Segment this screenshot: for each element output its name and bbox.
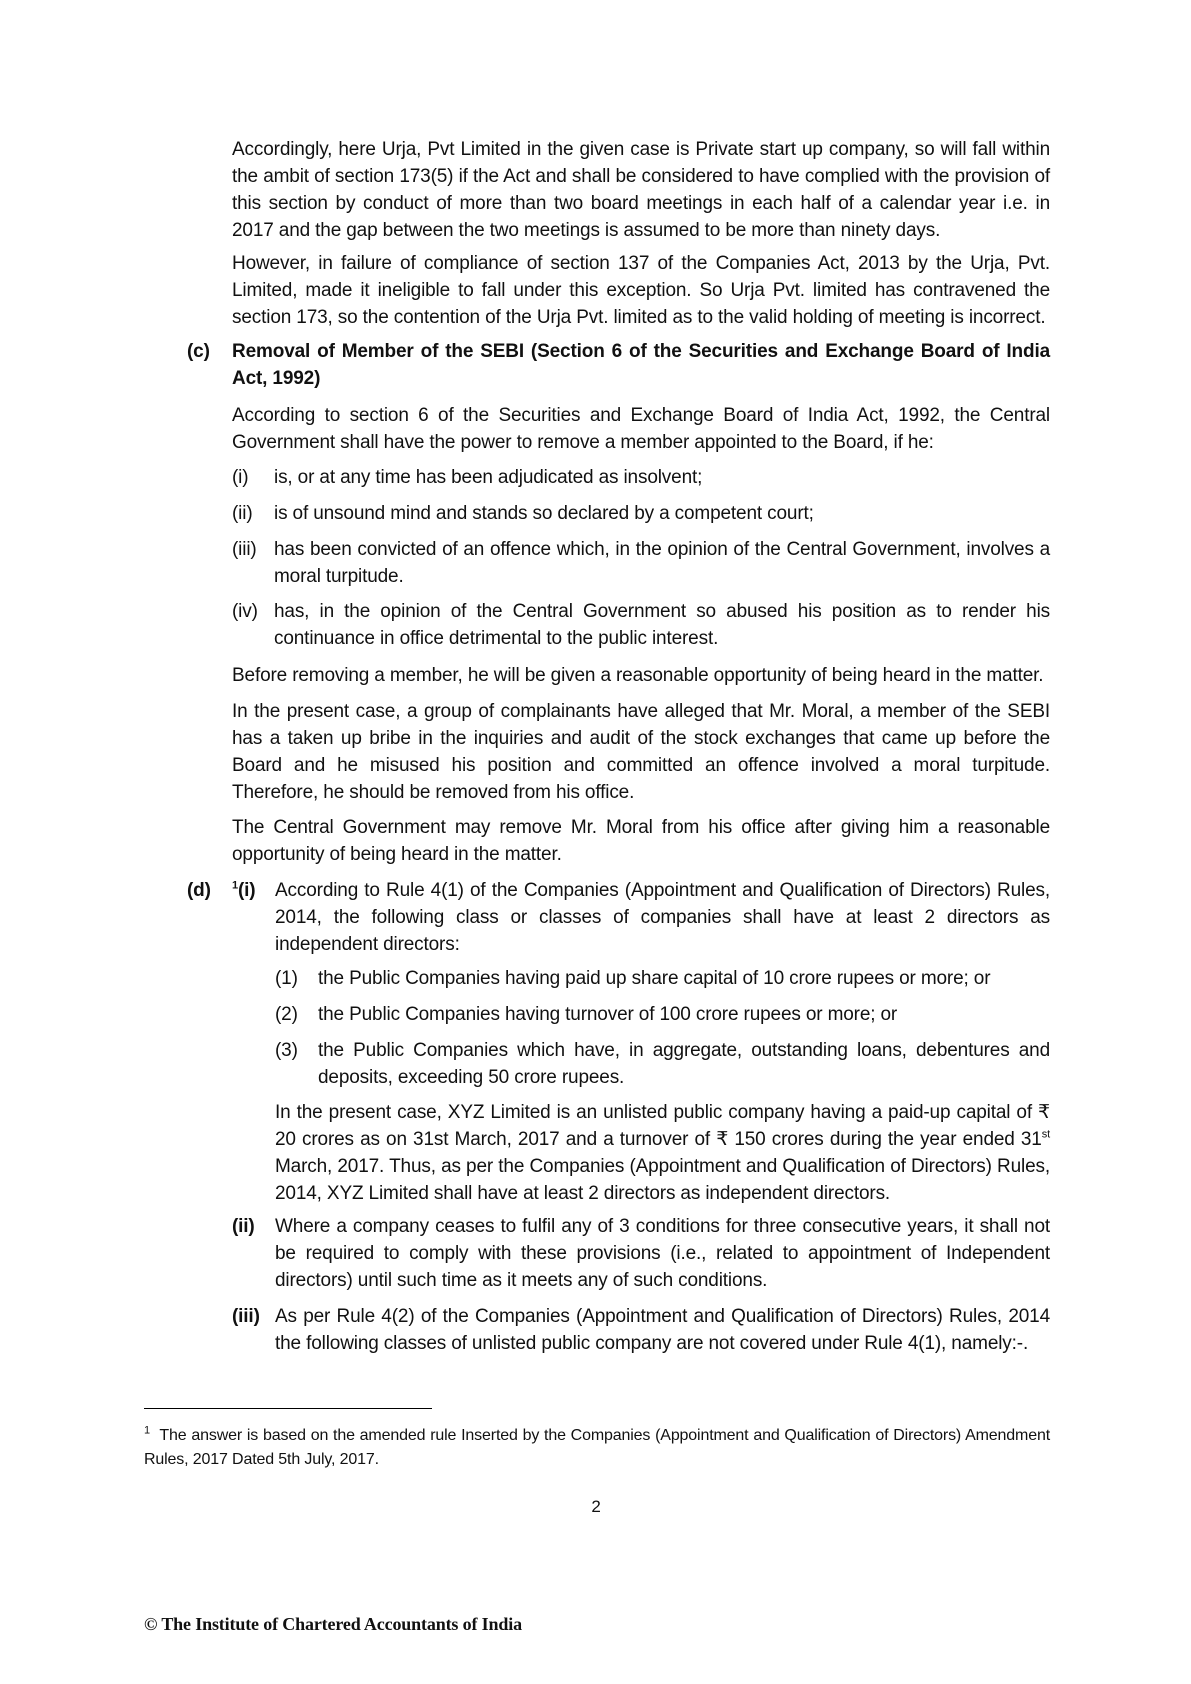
paragraph-reasonable-opportunity: Before removing a member, he will be given a reasonable opportunity of being heard in the matter. <box>232 665 1044 686</box>
paragraph-however: However, in failure of compliance of section 137 of the Companies Act, 2013 by the Urja, Pvt. Limited, made it ineligible to fall under this exception. So Urja Pvt. limited has contravened the section 173, so the contention of the Urja Pvt. limited as to the valid holding of meeting is incorrect. <box>232 253 1050 328</box>
sub-list-item-text: the Public Companies having turnover of 100 crore rupees or more; or <box>318 1004 898 1025</box>
section-c-heading: Removal of Member of the SEBI (Section 6 of the Securities and Exchange Board of India Act, 1992) <box>232 341 1050 389</box>
sub-list-item-number: (1) <box>275 968 298 989</box>
paragraph-present-case-xyz <box>275 1099 1050 1207</box>
sub-list-item <box>275 1001 1050 1028</box>
list-item-text: has been convicted of an offence which, in the opinion of the Central Government, involves a moral turpitude. <box>274 539 1050 587</box>
list-item-number: (i) <box>232 467 249 488</box>
footnote-text: The answer is based on the amended rule Inserted by the Companies (Appointment and Qualification of Directors) Amendment Rules, 2017 Dated 5th July, 2017. <box>144 1427 1050 1468</box>
footnote-marker: 1 <box>144 1424 150 1437</box>
footnote-ref: 1 <box>232 879 238 892</box>
part-ii-text: Where a company ceases to fulfil any of 3 conditions for three consecutive years, it shall not be required to comply with these provisions (i.e., related to appointment of Independent directors) until such time as it meets any of such conditions. <box>275 1216 1050 1291</box>
list-item <box>232 464 1050 491</box>
list-item-text: has, in the opinion of the Central Government so abused his position as to render his continuance in office detrimental to the public interest. <box>274 601 1050 649</box>
sub-list-item-number: (2) <box>275 1004 298 1025</box>
list-item <box>232 598 1050 652</box>
paragraph-accordingly: Accordingly, here Urja, Pvt Limited in the given case is Private start up company, so will fall within the ambit of section 173(5) if the Act and shall be considered to have complied with the provision of this section by conduct of more than two board meetings in each half of a calendar year i.e. in 2017 and the gap between the two meetings is assumed to be more than ninety days. <box>232 139 1050 241</box>
footnote <box>144 1424 1050 1472</box>
section-c-label: (c) <box>187 341 210 362</box>
list-item-number: (ii) <box>232 503 253 524</box>
sub-list-item-text: the Public Companies which have, in aggregate, outstanding loans, debentures and deposits, exceeding 50 crore rupees. <box>318 1040 1050 1088</box>
section-d-part-i-text: According to Rule 4(1) of the Companies (Appointment and Qualification of Directors) Rules, 2014, the following class or classes of companies shall have at least 2 directors as independent directors: <box>275 880 1050 955</box>
part-ii-label: (ii) <box>232 1216 255 1237</box>
sub-list-item <box>275 1037 1050 1091</box>
list-item <box>232 500 1050 527</box>
page-number: 2 <box>591 1497 601 1516</box>
footnote-divider <box>144 1408 432 1409</box>
section-c-intro: According to section 6 of the Securities and Exchange Board of India Act, 1992, the Central Government shall have the power to remove a member appointed to the Board, if he: <box>232 405 1050 453</box>
xyz-case-text-1: In the present case, XYZ Limited is an unlisted public company having a paid-up capital of ₹ 20 crores as on 31st March, 2017 and a turnover of ₹ 150 crores during the year ended 31 <box>275 1102 1050 1150</box>
part-iii-text: As per Rule 4(2) of the Companies (Appointment and Qualification of Directors) Rules, 2014 the following classes of unlisted public company are not covered under Rule 4(1), namely:-. <box>275 1306 1050 1354</box>
paragraph-present-case-sebi: In the present case, a group of complainants have alleged that Mr. Moral, a member of the SEBI has a taken up bribe in the inquiries and audit of the stock exchanges that came up before the Board and he misused his position and committed an offence involved a moral turpitude. Therefore, he should be removed from his office. <box>232 701 1050 803</box>
list-item-number: (iv) <box>232 601 258 622</box>
list-item-number: (iii) <box>232 539 257 560</box>
list-item-text: is, or at any time has been adjudicated as insolvent; <box>274 467 703 488</box>
sub-list-item-text: the Public Companies having paid up share capital of 10 crore rupees or more; or <box>318 968 991 989</box>
part-i-number: (i) <box>237 880 256 901</box>
paragraph-conclusion-sebi: The Central Government may remove Mr. Moral from his office after giving him a reasonable opportunity of being heard in the matter. <box>232 817 1050 865</box>
list-item <box>232 536 1050 590</box>
sub-list-item-number: (3) <box>275 1040 298 1061</box>
part-iii-label: (iii) <box>232 1306 260 1327</box>
sub-list-item <box>275 965 1050 992</box>
list-item-text: is of unsound mind and stands so declared by a competent court; <box>274 503 814 524</box>
copyright-footer: © The Institute of Chartered Accountants of India <box>144 1614 522 1634</box>
superscript-st: st <box>1041 1128 1050 1141</box>
section-d-part-i-label <box>232 877 255 904</box>
section-d-label: (d) <box>187 880 211 901</box>
xyz-case-text-2: March, 2017. Thus, as per the Companies (Appointment and Qualification of Directors) Rules, 2014, XYZ Limited shall have at least 2 directors as independent directors. <box>275 1156 1050 1204</box>
